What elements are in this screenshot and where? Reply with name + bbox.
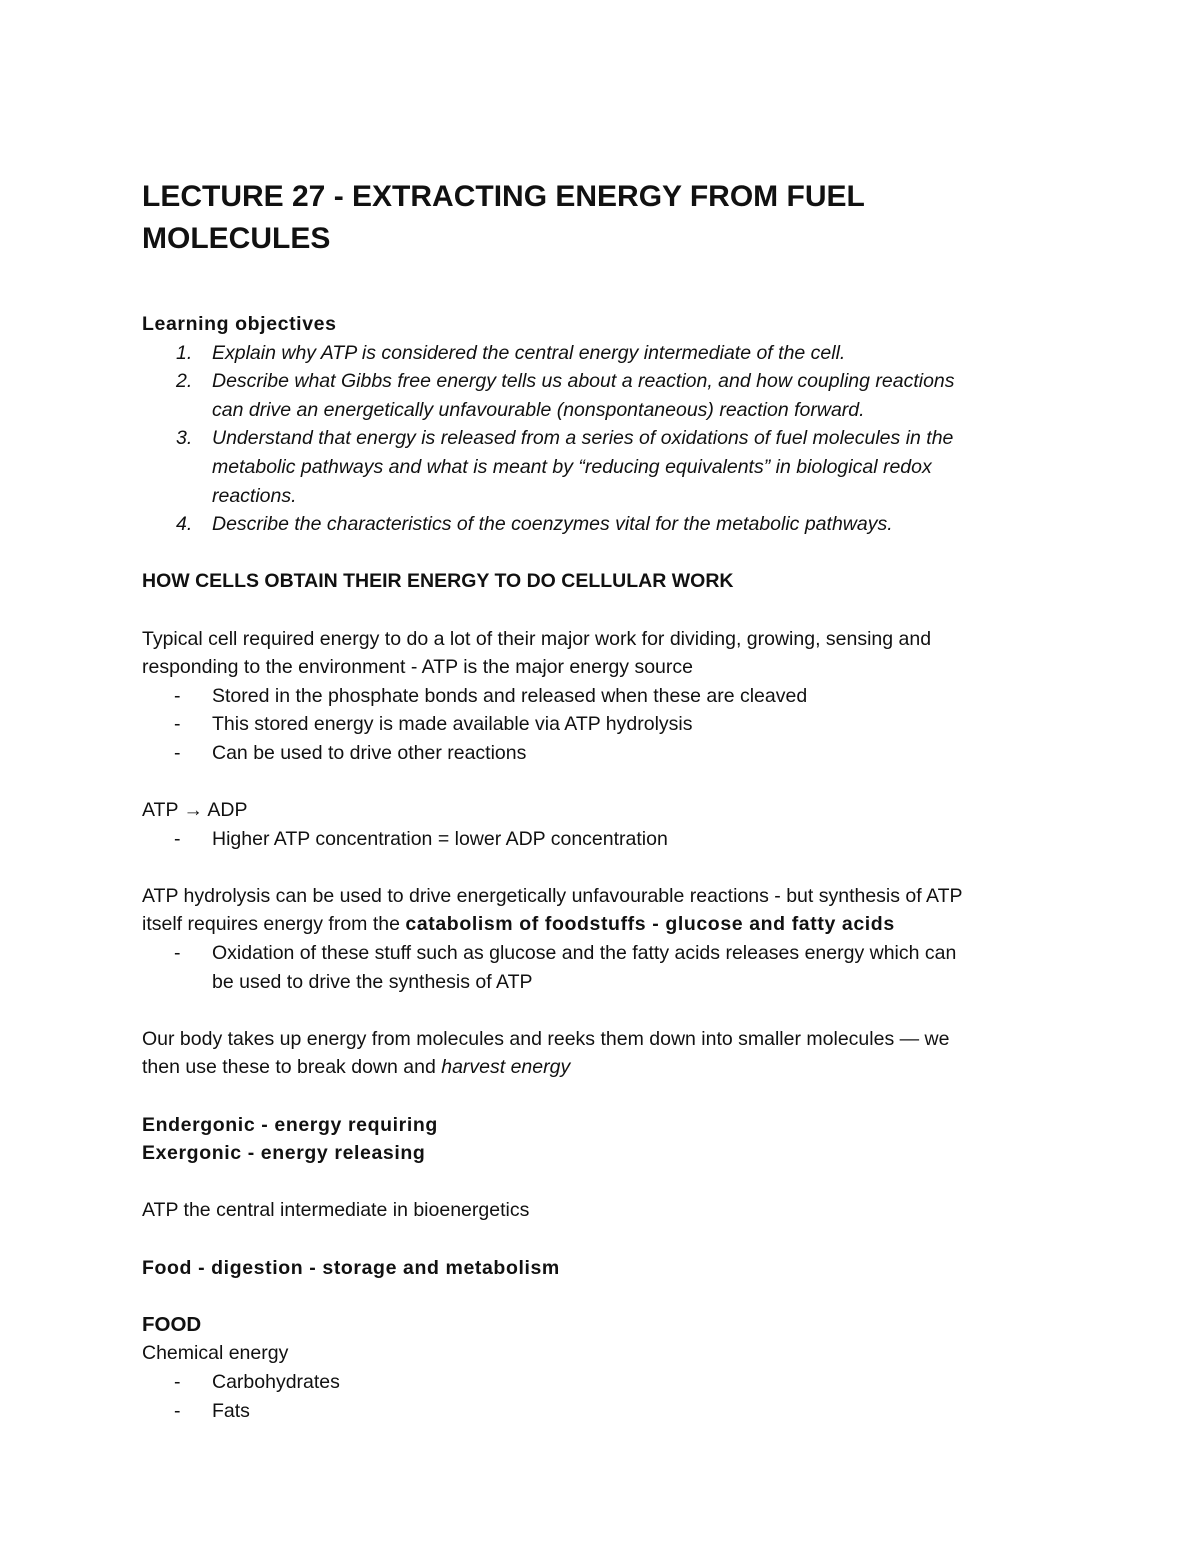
body-energy-block [142,1025,1062,1082]
list-number: 2. [176,370,193,393]
bullet-item [142,1368,1062,1397]
paragraph-line: Typical cell required energy to do a lot of their major work for dividing, growing, sensing and [142,627,932,650]
bullet-item [142,739,1062,768]
page-title [142,176,1062,260]
objective-text: Describe what Gibbs free energy tells us about a reaction, and how coupling reactions [212,370,955,393]
endergonic-definition: Endergonic - energy requiring [142,1113,438,1136]
objective-text: metabolic pathways and what is meant by “reducing equivalents” in biological redox [212,455,932,478]
bullet-text: This stored energy is made available via ATP hydrolysis [212,713,693,736]
list-number: 1. [176,341,193,364]
paragraph-line: then use these to break down and [142,1056,442,1079]
paragraph-line: responding to the environment - ATP is the major energy source [142,656,693,679]
bullet-item [142,682,1062,711]
paragraph-line: itself requires energy from the [142,913,406,936]
objective-text: can drive an energetically unfavourable (nonspontaneous) reaction forward. [212,398,865,421]
objective-text: Describe the characteristics of the coenzymes vital for the metabolic pathways. [212,513,893,536]
section-how-cells-obtain-energy [142,567,1062,767]
hydrolysis-block [142,882,1062,996]
paragraph-line: ATP hydrolysis can be used to drive energetically unfavourable reactions - but synthesis of ATP [142,884,963,907]
bold-phrase: catabolism of foodstuffs - glucose and fatty acids [405,913,895,936]
bullet-text: Carbohydrates [212,1370,340,1393]
bullet-text: Stored in the phosphate bonds and released when these are cleaved [212,684,808,707]
objective-item [142,424,1062,510]
food-heading: FOOD [142,1312,202,1336]
bullet-text: Higher ATP concentration = lower ADP concentration [212,827,668,850]
paragraph [142,882,1062,939]
bullet-item [142,825,1062,854]
list-number: 4. [176,513,193,536]
food-subheading: Chemical energy [142,1342,289,1365]
document-page [142,176,1062,1425]
paragraph [142,1025,1062,1082]
bullet-item [142,939,1062,996]
paragraph-line: Our body takes up energy from molecules and reeks them down into smaller molecules — we [142,1027,950,1050]
objective-text: Understand that energy is released from a series of oxidations of fuel molecules in the [212,427,954,450]
objective-text: reactions. [212,484,297,507]
bullet-dash: - [174,942,181,965]
title-line-1: LECTURE 27 - EXTRACTING ENERGY FROM FUEL [142,180,865,213]
bullet-text: Fats [212,1399,250,1422]
bullet-text: Oxidation of these stuff such as glucose and the fatty acids releases energy which can [212,942,957,965]
bullet-dash: - [174,827,181,850]
objective-item [142,510,1062,539]
objective-item [142,367,1062,424]
bullet-dash: - [174,741,181,764]
objectives-list [142,339,1062,539]
atp-adp-block [142,796,1062,853]
bullet-text: Can be used to drive other reactions [212,741,527,764]
section-heading: HOW CELLS OBTAIN THEIR ENERGY TO DO CELLULAR WORK [142,570,734,593]
bullet-item [142,710,1062,739]
objectives-heading: Learning objectives [142,313,337,335]
definitions-block [142,1111,1062,1168]
food-digestion-line: Food - digestion - storage and metabolism [142,1256,560,1279]
bullet-dash: - [174,684,181,707]
learning-objectives [142,310,1062,539]
title-line-2: MOLECULES [142,222,331,255]
food-block [142,1311,1062,1425]
central-intermediate-line: ATP the central intermediate in bioenergetics [142,1199,530,1222]
exergonic-definition: Exergonic - energy releasing [142,1142,426,1165]
bullet-item [142,1397,1062,1426]
italic-phrase: harvest energy [441,1056,571,1079]
bullet-dash: - [174,1399,181,1422]
objective-item [142,339,1062,368]
bullet-text: be used to drive the synthesis of ATP [212,970,533,993]
atp-adp-line: ATP → ADP [142,799,248,822]
list-number: 3. [176,427,193,450]
paragraph [142,625,1062,682]
bullet-dash: - [174,713,181,736]
objective-text: Explain why ATP is considered the central energy intermediate of the cell. [212,341,846,364]
bullet-dash: - [174,1370,181,1393]
